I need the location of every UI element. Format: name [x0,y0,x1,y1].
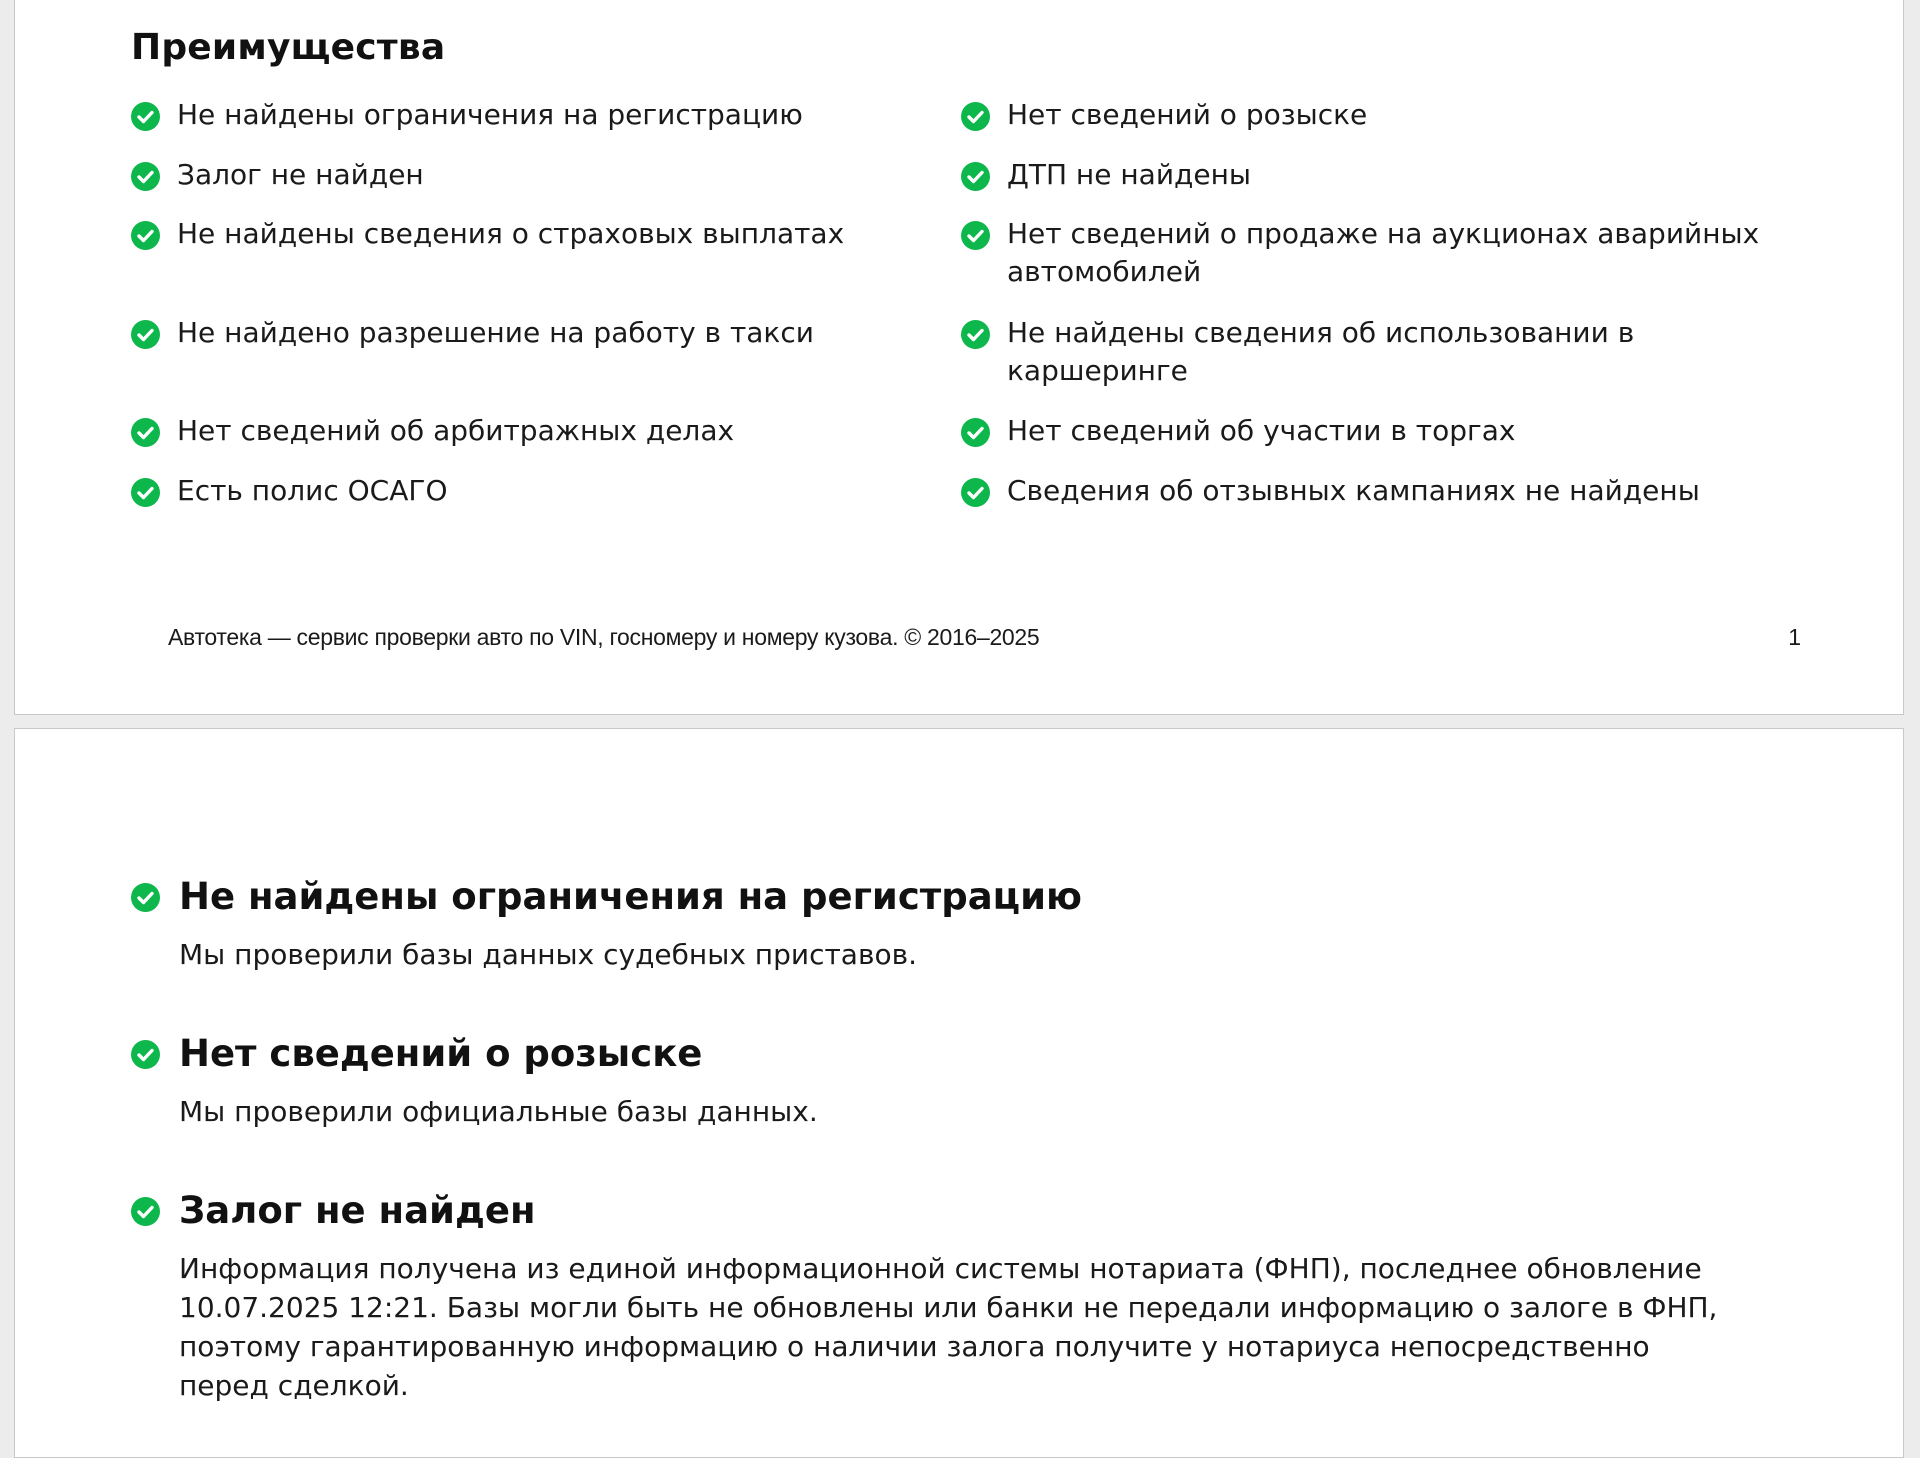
advantage-label: Не найдены сведения о страховых выплатах [177,217,845,250]
advantage-label: Есть полис ОСАГО [177,474,448,507]
advantage-item [961,314,1707,390]
advantage-label: Не найдено разрешение на работу в такси [177,316,814,349]
advantage-label: Не найдены ограничения на регистрацию [177,98,803,131]
advantage-item [961,412,1851,450]
check-circle-icon [961,162,990,191]
check-circle-icon [131,478,160,507]
advantage-label: Не найдены сведения об использовании в каршеринге [1007,316,1635,387]
advantages-list-right [961,96,1851,510]
advantage-label: Сведения об отзывных кампаниях не найдены [1007,474,1700,507]
check-circle-icon [131,320,160,349]
advantage-item [961,472,1851,510]
report-page-1 [14,0,1904,715]
check-circle-icon [131,221,160,250]
detail-title: Залог не найден [179,1189,536,1232]
check-circle-icon [961,320,990,349]
check-circle-icon [961,221,990,250]
report-page-2 [14,728,1904,1458]
detail-section [131,872,1771,974]
check-circle-icon [131,1040,160,1069]
check-circle-icon [131,418,160,447]
detail-text: Мы проверили базы данных судебных приставов. [179,938,917,971]
advantage-item [131,215,891,253]
detail-section [131,1186,1771,1405]
advantage-item [961,215,1807,291]
detail-text: Информация получена из единой информационной системы нотариата (ФНП), последнее обновление 10.07.2025 12:21. Базы могли быть не обновлены или банки не передали информацию о залоге в ФНП, поэтому гарантированную информацию о наличии залога получите у нотариуса непосредственно перед сделкой. [179,1252,1718,1402]
advantage-label: Залог не найден [177,158,424,191]
advantage-label: Нет сведений о продаже на аукционах аварийных автомобилей [1007,217,1760,288]
advantage-item [131,472,891,510]
check-circle-icon [961,478,990,507]
check-circle-icon [131,162,160,191]
detail-section [131,1029,1771,1131]
check-circle-icon [131,102,160,131]
advantage-item [131,412,891,450]
advantage-item [961,96,1851,134]
page-number: 1 [1788,624,1801,650]
advantage-label: Нет сведений о розыске [1007,98,1368,131]
section-title-advantages: Преимущества [131,27,446,68]
advantage-item [131,96,891,134]
advantage-label: Нет сведений об участии в торгах [1007,414,1516,447]
advantage-item [131,156,891,194]
detail-title: Нет сведений о розыске [179,1032,703,1075]
check-circle-icon [131,1197,160,1226]
check-circle-icon [131,883,160,912]
advantages-list-left [131,96,891,510]
advantage-item [961,156,1851,194]
advantage-item [131,314,891,352]
check-circle-icon [961,102,990,131]
advantage-label: Нет сведений об арбитражных делах [177,414,735,447]
check-circle-icon [961,418,990,447]
advantage-label: ДТП не найдены [1007,158,1252,191]
page-footer-text: Автотека — сервис проверки авто по VIN, госномеру и номеру кузова. © 2016–2025 [168,624,1040,650]
detail-title: Не найдены ограничения на регистрацию [179,875,1082,918]
detail-text: Мы проверили официальные базы данных. [179,1095,818,1128]
